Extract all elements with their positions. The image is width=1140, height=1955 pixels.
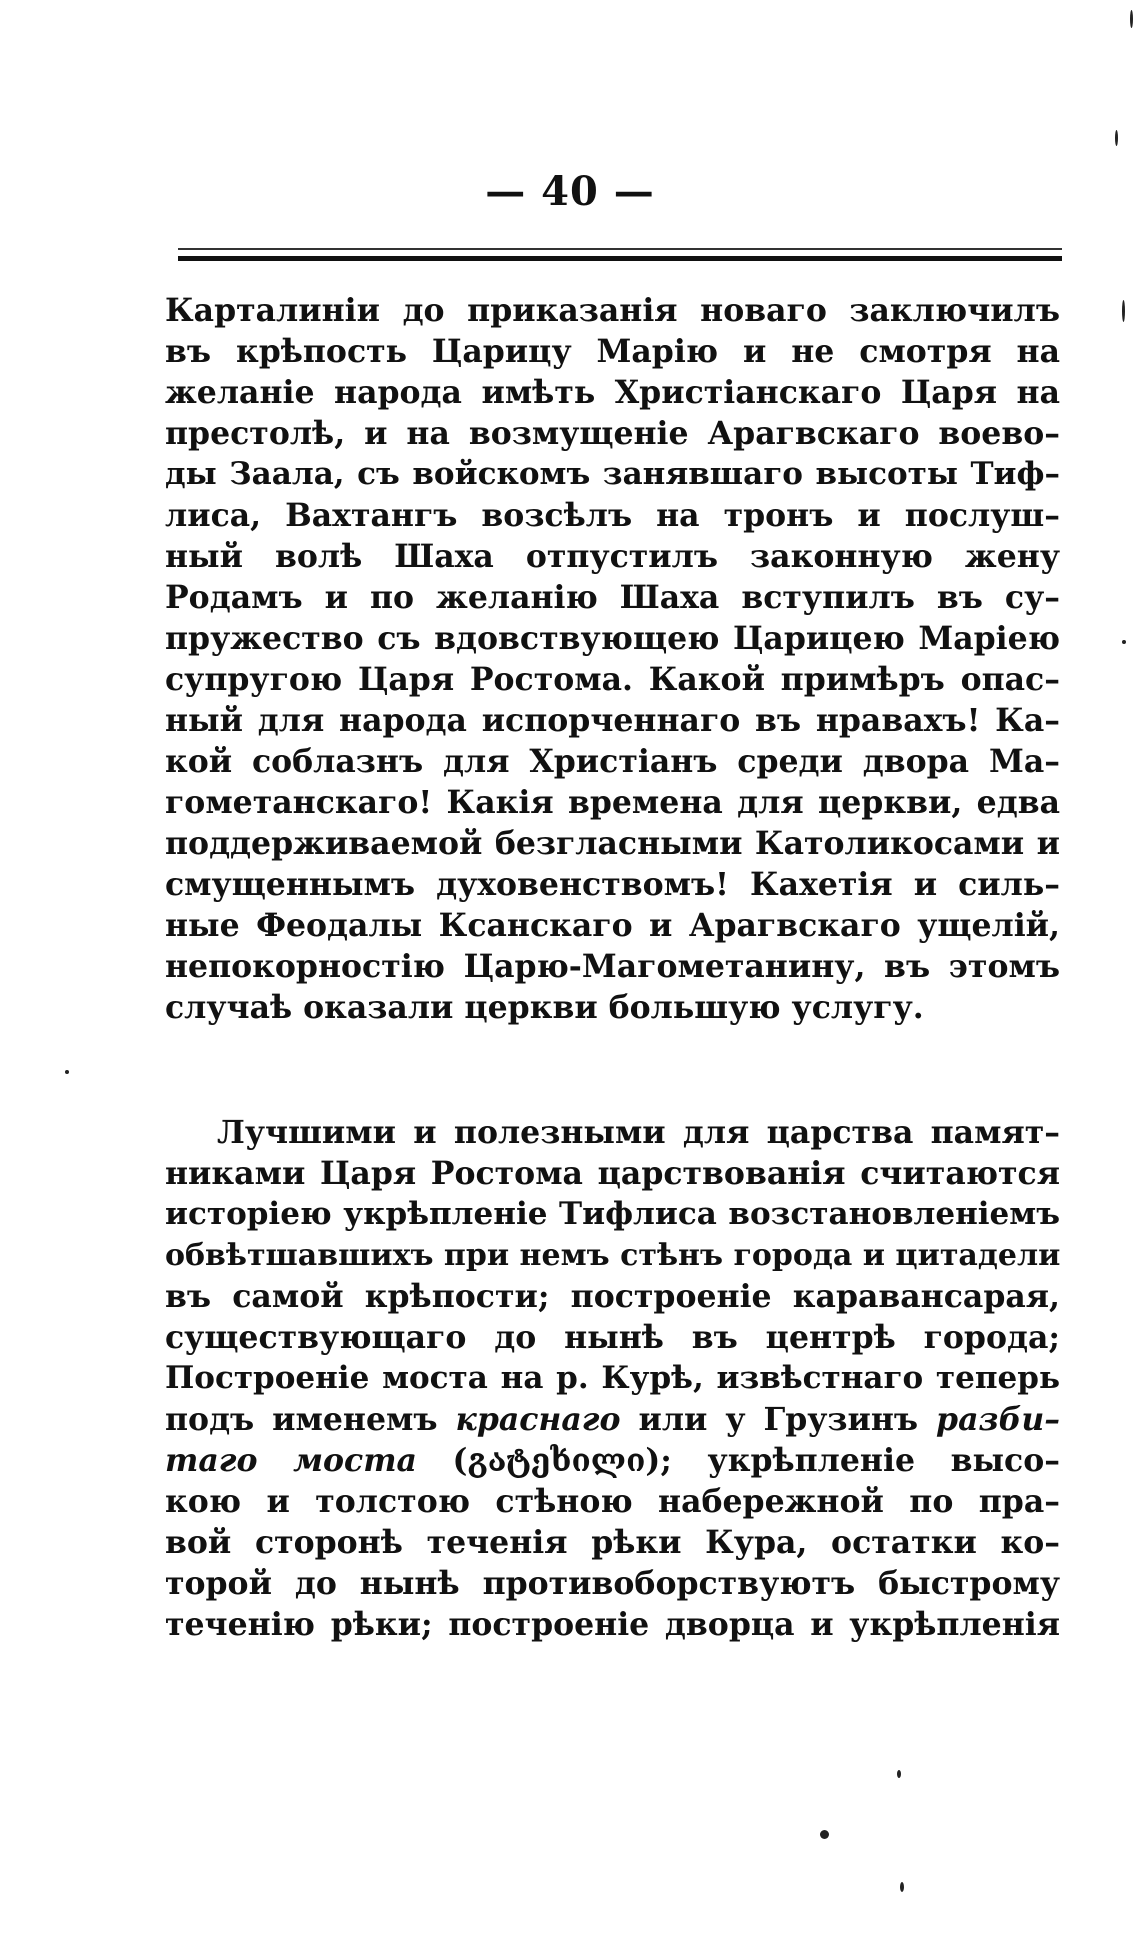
text-line: лиса, Вахтангъ возсѣлъ на тронъ и послуш– (165, 497, 1060, 534)
text-line: въ крѣпость Царицу Марію и не смотря на (165, 333, 1060, 370)
page-number: — 40 — (485, 168, 655, 215)
text-line: ный для народа испорченнаго въ нравахъ! Ка– (165, 702, 1060, 739)
text-line: никами Царя Ростома царствованія считаются (165, 1155, 1060, 1192)
text-line: Родамъ и по желанію Шаха вступилъ въ су– (165, 579, 1060, 616)
header-rule (178, 256, 1062, 261)
text-line: кою и толстою стѣною набережной по пра– (165, 1483, 1060, 1520)
text-line: супругою Царя Ростома. Какой примѣръ опас– (165, 661, 1060, 698)
text-fragment: (გატეხილი); укрѣпленіе высо– (416, 1442, 1060, 1479)
text-line: кой соблазнъ для Христіанъ среди двора Ма– (165, 743, 1060, 780)
header-rule-thin (178, 248, 1062, 250)
text-line: существующаго до нынѣ въ центрѣ города; (165, 1319, 1060, 1356)
text-line: непокорностію Царю-Магометанину, въ этомъ (165, 948, 1060, 985)
speck (1122, 300, 1125, 322)
text-line: обвѣтшавшихъ при немъ стѣнъ города и цитадели (165, 1238, 1061, 1273)
speck (900, 1882, 904, 1892)
text-line: престолѣ, и на возмущеніе Арагвскаго воево– (165, 415, 1060, 452)
text-line: смущеннымъ духовенствомъ! Кахетія и силь– (165, 866, 1060, 903)
text-line: ный волѣ Шаха отпустилъ законную жену (165, 538, 1060, 575)
text-line: ды Заала, съ войскомъ занявшаго высоты Тиф– (165, 456, 1060, 492)
speck (897, 1770, 901, 1778)
text-line: желаніе народа имѣть Христіанскаго Царя на (165, 374, 1060, 411)
text-line: поддерживаемой безгласными Католикосами и (165, 825, 1060, 862)
speck (65, 1070, 69, 1074)
paragraph-1 (165, 290, 1060, 1028)
text-line: исторіею укрѣпленіе Тифлиса возстановленіемъ (165, 1196, 1060, 1232)
italic-phrase: краснаго (455, 1401, 621, 1438)
speck (820, 1830, 829, 1839)
text-line: въ самой крѣпости; построеніе каравансарая, (165, 1278, 1060, 1315)
paragraph-2 (165, 1112, 1060, 1645)
speck (1130, 10, 1133, 28)
speck (1115, 130, 1118, 146)
text-line-with-italics (165, 1440, 1060, 1481)
text-line: Карталиніи до приказанія новаго заключилъ (165, 292, 1060, 329)
text-line: ные Феодалы Ксанскаго и Арагвскаго ущелій, (165, 907, 1060, 944)
text-fragment: или у Грузинъ (620, 1401, 937, 1438)
text-fragment: подъ именемъ (165, 1401, 456, 1438)
text-line: случаѣ оказали церкви большую услугу. (165, 989, 924, 1026)
text-line: гометанскаго! Какія времена для церкви, едва (165, 784, 1060, 821)
text-line-with-italics (165, 1399, 1060, 1440)
italic-phrase: разби– (936, 1401, 1060, 1438)
text-line: пружество съ вдовствующею Царицею Маріею (165, 620, 1060, 657)
text-line: Построеніе моста на р. Курѣ, извѣстнаго теперь (165, 1360, 1060, 1396)
italic-phrase: таго моста (165, 1442, 417, 1479)
speck (1122, 640, 1126, 644)
text-line: теченію рѣки; построеніе дворца и укрѣпленія (165, 1606, 1060, 1643)
text-line: торой до нынѣ противоборствуютъ быстрому (165, 1565, 1060, 1602)
text-line: вой сторонѣ теченія рѣки Кура, остатки ко– (165, 1524, 1060, 1561)
text-line: Лучшими и полезными для царства памят– (217, 1114, 1060, 1151)
